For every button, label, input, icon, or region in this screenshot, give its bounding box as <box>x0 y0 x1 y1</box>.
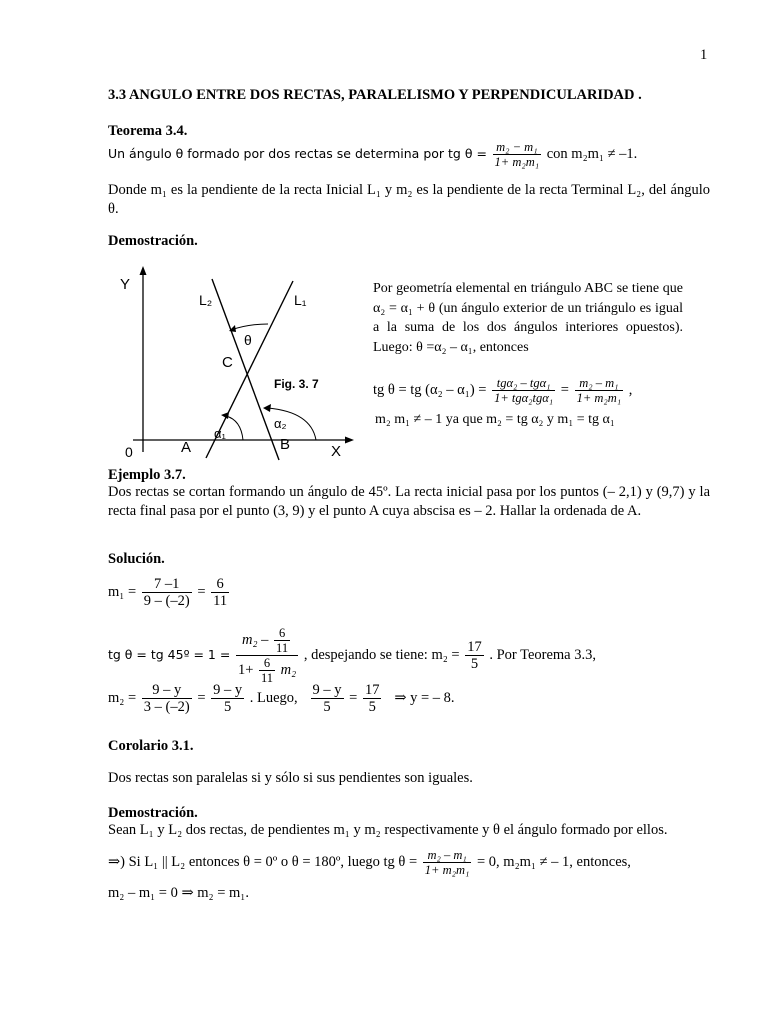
m2-frac-1 <box>142 682 192 715</box>
tg-complex-den <box>236 656 298 685</box>
proof2-line1: Sean L₁ y L₂ dos rectas, de pendientes m₁ y m₂ respectivamente y θ el ángulo formado por ellos. <box>108 822 668 838</box>
m2-frac-2 <box>211 682 244 715</box>
B-label: B <box>280 436 291 453</box>
m2-equation <box>108 682 455 715</box>
corollary-text: Dos rectas son paralelas si y sólo si sus pendientes son iguales. <box>108 770 473 786</box>
theta-label: θ <box>244 332 252 348</box>
theorem-text-post: con m₂m₁ ≠ –1. <box>546 145 638 162</box>
tg-mid: , despejando se tiene: m₂ = <box>303 646 460 663</box>
tg-complex-num <box>236 626 298 656</box>
proof2-line2 <box>108 848 631 877</box>
m1-den: 9 – (–2) <box>143 593 190 609</box>
m1-lhs: m₁ = <box>108 583 137 600</box>
theorem-line2: Donde m₁ es la pendiente de la recta Inicial L₁ y m₂ es la pendiente de la recta Terminal L₂, del ángulo θ. <box>108 182 710 217</box>
solution-title: Solución. <box>108 551 165 567</box>
proof1-f1-num: tgα₂ – tgα₁ <box>492 376 555 391</box>
m2-eq: = <box>197 689 206 706</box>
m2-f3-num: 9 – y <box>312 682 342 698</box>
tg-den-frac <box>259 656 275 685</box>
tg-equation <box>108 626 596 685</box>
alpha2-label: α₂ <box>274 416 287 431</box>
proof1-condition: m₂ m₁ ≠ – 1 ya que m₂ = tg α₂ y m₁ = tg α₁ <box>375 412 615 427</box>
proof1-eq-pre: tg θ = tg (α₂ – α₁) = <box>373 381 487 398</box>
m2-eq2: = <box>349 689 358 706</box>
example-title: Ejemplo 3.7. <box>108 467 186 483</box>
alpha2-arc-arrow <box>263 404 271 412</box>
tg-den-fnum: 6 <box>259 656 275 671</box>
m1-result-frac <box>211 576 229 609</box>
m1-res-num: 6 <box>211 576 229 593</box>
m2-f1-num: 9 – y <box>142 682 192 699</box>
proof2-frac-num: m₂ – m₁ <box>423 848 472 863</box>
alpha1-arc <box>226 416 243 440</box>
example-text: Dos rectas se cortan formando un ángulo de 45º. La recta inicial pasa por los puntos (– 2,1) y (9,7) y la recta final pasa por el punto (3, 9) y el punto A cuya abscisa es – 2. Hallar la ordenada de A. <box>108 484 710 519</box>
theorem-frac-num: m₂ − m₁ <box>493 140 542 155</box>
m2-f1-den: 3 – (–2) <box>143 699 190 715</box>
tg-res-num: 17 <box>467 639 482 655</box>
tg-result-frac <box>465 639 484 672</box>
tg-den-a: 1+ <box>237 661 254 678</box>
proof1-f2-den: 1+ m₂m₁ <box>576 391 622 405</box>
m1-res-den: 11 <box>213 593 228 609</box>
C-label: C <box>222 354 233 371</box>
m1-equation <box>108 576 231 609</box>
m2-f4-den: 5 <box>368 699 376 715</box>
tg-num-fnum: 6 <box>274 626 290 641</box>
proof1-eq-mid: = <box>560 381 569 398</box>
proof1-frac-1 <box>492 376 555 405</box>
origin-label: 0 <box>125 444 133 460</box>
alpha1-label: α₁ <box>214 426 226 441</box>
proof1-frac-2 <box>575 376 624 405</box>
m2-lhs: m₂ = <box>108 689 137 706</box>
tg-num-fden: 11 <box>276 641 289 655</box>
caption: Fig. 3. 7 <box>274 377 319 391</box>
tg-num-frac <box>274 626 290 655</box>
proof2-fraction <box>423 848 472 877</box>
m2-f4-num: 17 <box>364 682 380 698</box>
m2-frac-4 <box>363 682 382 715</box>
tg-post: . Por Teorema 3.3, <box>489 646 596 663</box>
y-axis-arrow <box>140 266 147 275</box>
tg-den-b: m₂ <box>280 661 297 678</box>
m2-f2-den: 5 <box>224 699 232 715</box>
m2-f3-den: 5 <box>323 699 331 715</box>
proof1-f2-num: m₂ – m₁ <box>575 376 624 391</box>
tg-num-a: m₂ – <box>242 631 269 648</box>
m2-f2-num: 9 – y <box>213 682 243 698</box>
proof2-frac-den: 1+ m₂m₁ <box>424 863 470 877</box>
A-label: A <box>181 439 192 456</box>
section-title: 3.3 ANGULO ENTRE DOS RECTAS, PARALELISMO Y PERPENDICULARIDAD . <box>108 87 642 103</box>
proof1-title: Demostración. <box>108 233 198 249</box>
theorem-frac-den: 1+ m₂m₁ <box>494 155 540 169</box>
proof1-eq-post: , <box>628 381 633 398</box>
proof2-line3: m₂ – m₁ = 0 ⇒ m₂ = m₁. <box>108 885 249 901</box>
m1-eq: = <box>197 583 206 600</box>
L1-label: L₁ <box>294 292 307 308</box>
proof2-line2-post: = 0, m₂m₁ ≠ – 1, entonces, <box>476 853 631 870</box>
page-number: 1 <box>700 47 708 63</box>
tg-complex-frac <box>236 626 298 685</box>
theorem-statement <box>108 140 637 169</box>
x-axis-label: X <box>331 443 342 460</box>
theorem-title: Teorema 3.4. <box>108 123 188 139</box>
proof2-title: Demostración. <box>108 805 198 821</box>
theta-arc <box>231 324 268 330</box>
m2-luego: . Luego, <box>249 689 298 706</box>
corollary-title: Corolario 3.1. <box>108 738 194 754</box>
m1-num: 7 –1 <box>142 576 192 593</box>
y-axis-label: Y <box>120 276 131 293</box>
m2-frac-3 <box>311 682 344 715</box>
proof1-equation <box>373 376 632 405</box>
m1-frac <box>142 576 192 609</box>
theorem-fraction <box>493 140 542 169</box>
tg-lhs: tg θ = tg 45º = 1 = <box>108 646 231 662</box>
L2-label: L₂ <box>199 292 213 308</box>
tg-den-fden: 11 <box>261 671 274 685</box>
tg-res-den: 5 <box>470 656 479 672</box>
proof1-f1-den: 1+ tgα₂tgα₁ <box>494 391 554 405</box>
figure-3-7 <box>108 262 363 467</box>
proof1-paragraph: Por geometría elemental en triángulo ABC se tiene que α₂ = α₁ + θ (un ángulo exterior de un triángulo es igual a la suma de los dos ángulos interiores opuestos). Luego: θ =α₂ – α₁, entonces <box>373 281 683 355</box>
x-axis-arrow <box>345 437 354 444</box>
theorem-text-pre: Un ángulo θ formado por dos rectas se determina por tg θ = <box>108 145 487 161</box>
m2-result: ⇒ y = – 8. <box>394 689 455 706</box>
proof2-line2-pre: ⇒) Si L₁ || L₂ entonces θ = 0º o θ = 180º, luego tg θ = <box>108 853 418 870</box>
